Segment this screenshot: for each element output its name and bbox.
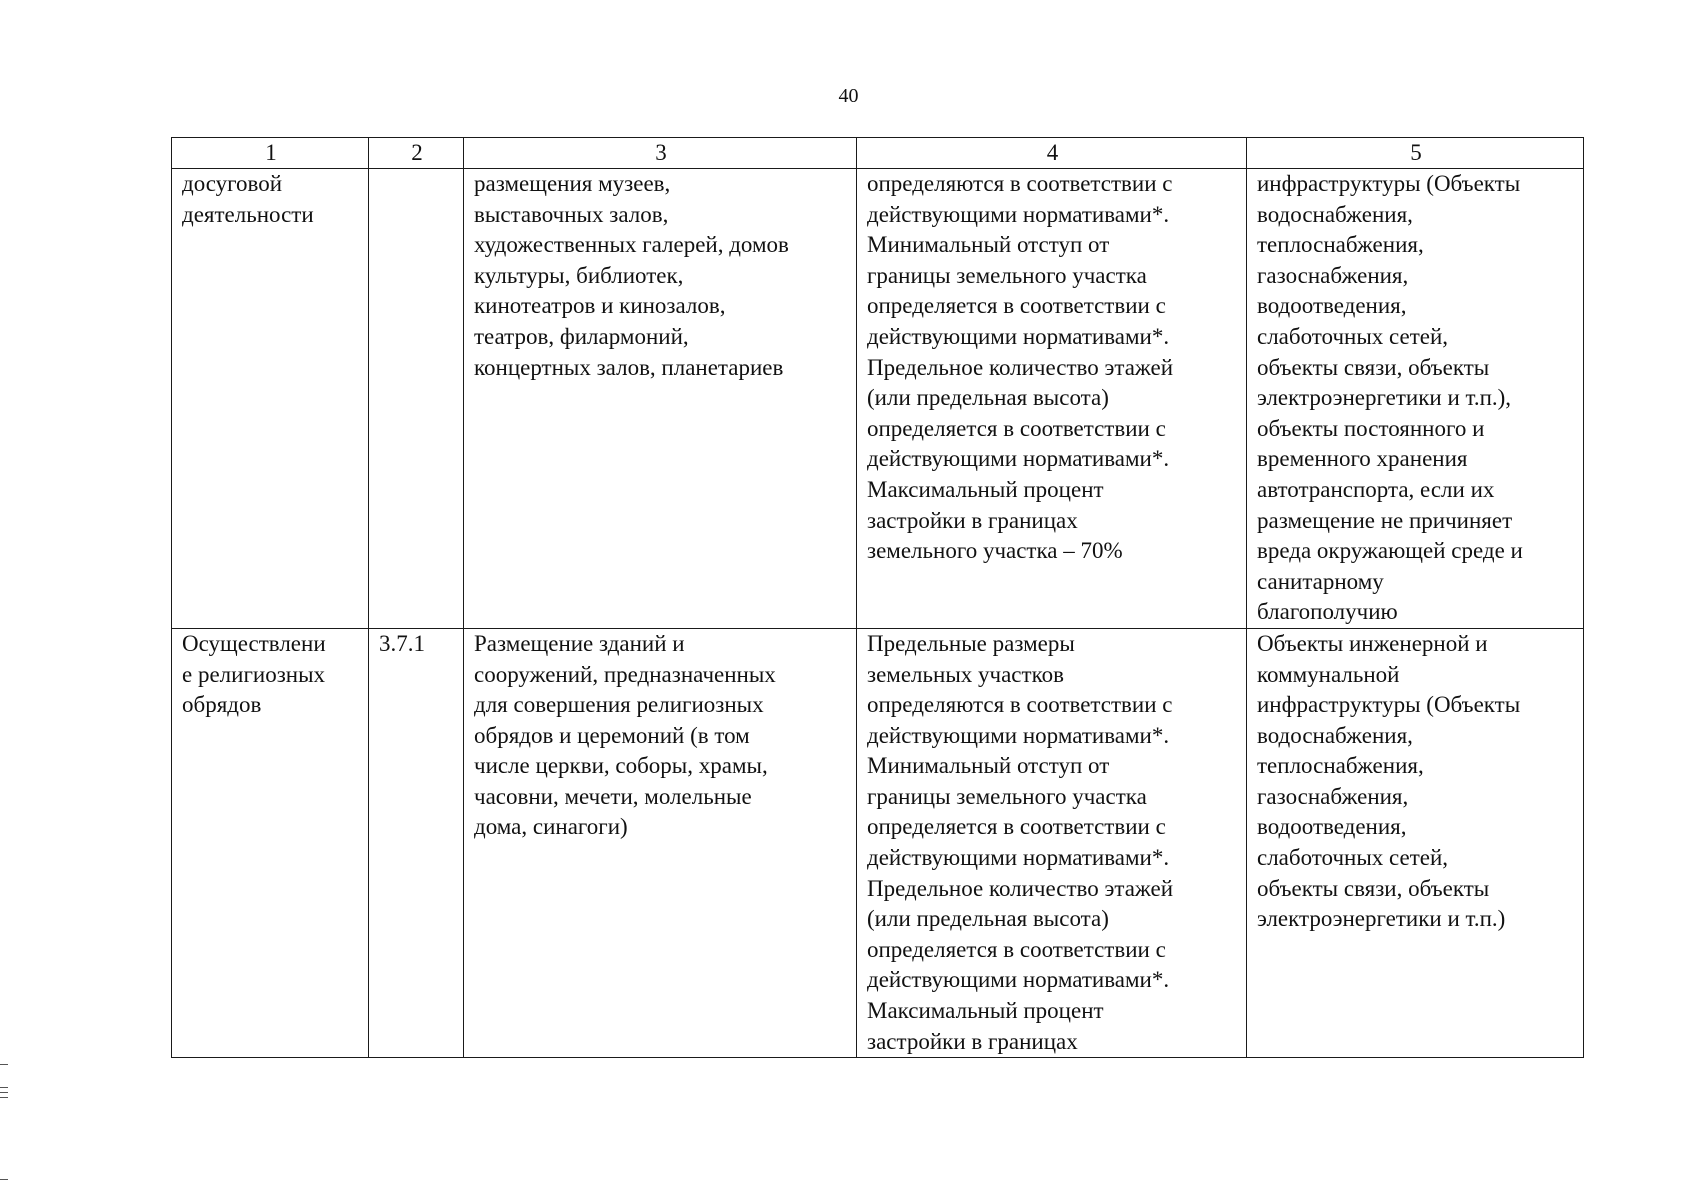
cell-text-line: обрядов <box>182 692 262 718</box>
scan-margin-mark <box>0 1064 8 1065</box>
cell-text-line: кинотеатров и кинозалов, <box>474 293 726 319</box>
cell-text-line: земельных участков <box>867 661 1064 687</box>
cell-text-line: концертных залов, планетариев <box>474 354 784 380</box>
cell-text-line: водоотведения, <box>1257 814 1407 840</box>
cell-text-line: Максимальный процент <box>867 476 1104 502</box>
cell-text-line: инфраструктуры (Объекты <box>1257 692 1521 718</box>
cell-text-line: определяются в соответствии с <box>867 692 1173 718</box>
header-cell-5: 5 <box>1247 138 1584 169</box>
table-row <box>172 169 1584 629</box>
cell-text-line: определяется в соответствии с <box>867 936 1166 962</box>
cell-text-line: застройки в границах <box>867 507 1078 533</box>
cell-text-line: размещение не причиняет <box>1257 507 1513 533</box>
cell-text-line: деятельности <box>182 201 314 227</box>
use-code-cell: 3.7.1 <box>369 628 464 1057</box>
cell-text-line: слаботочных сетей, <box>1257 845 1449 871</box>
parameters-cell <box>857 169 1247 629</box>
cell-text-line: теплоснабжения, <box>1257 753 1424 779</box>
use-description-cell <box>464 628 857 1057</box>
use-description-cell <box>464 169 857 629</box>
cell-text-line: вреда окружающей среде и <box>1257 538 1523 564</box>
cell-text-line: для совершения религиозных <box>474 692 764 718</box>
land-use-table <box>171 137 1584 1058</box>
cell-text-line: культуры, библиотек, <box>474 262 684 288</box>
cell-text-line: размещения музеев, <box>474 171 671 196</box>
cell-text-line: электроэнергетики и т.п.) <box>1257 906 1506 932</box>
cell-text-line: часовни, мечети, молельные <box>474 783 752 809</box>
cell-text-line: действующими нормативами*. <box>867 323 1170 349</box>
cell-text-line: Минимальный отступ от <box>867 753 1110 779</box>
cell-text-line: объекты связи, объекты <box>1257 875 1490 901</box>
cell-text-line: определяются в соответствии с <box>867 171 1173 196</box>
scan-margin-mark <box>0 1179 8 1180</box>
use-type-cell <box>172 169 369 629</box>
cell-text-line: дома, синагоги) <box>474 814 628 840</box>
cell-text-line: благополучию <box>1257 599 1398 625</box>
auxiliary-objects-cell <box>1247 169 1584 629</box>
scan-margin-mark <box>0 1087 8 1088</box>
cell-text-line: обрядов и церемоний (в том <box>474 722 750 748</box>
cell-text-line: слаботочных сетей, <box>1257 323 1449 349</box>
cell-text-line: действующими нормативами*. <box>867 201 1170 227</box>
cell-text-line: инфраструктуры (Объекты <box>1257 171 1521 196</box>
cell-text-line: (или предельная высота) <box>867 385 1109 411</box>
header-cell-2: 2 <box>369 138 464 169</box>
cell-text-line: действующими нормативами*. <box>867 722 1170 748</box>
use-type-cell <box>172 628 369 1057</box>
header-cell-1: 1 <box>172 138 369 169</box>
cell-text-line: водоснабжения, <box>1257 722 1413 748</box>
cell-text-line: Предельные размеры <box>867 630 1075 656</box>
cell-text-line: (или предельная высота) <box>867 906 1109 932</box>
cell-text-line: числе церкви, соборы, храмы, <box>474 753 768 779</box>
cell-text-line: театров, филармоний, <box>474 323 689 349</box>
cell-text-line: е религиозных <box>182 661 326 687</box>
cell-text-line: электроэнергетики и т.п.), <box>1257 385 1512 411</box>
table-header-row <box>172 138 1584 169</box>
table-row <box>172 628 1584 1057</box>
cell-text-line: действующими нормативами*. <box>867 967 1170 993</box>
header-cell-4: 4 <box>857 138 1247 169</box>
cell-text-line: художественных галерей, домов <box>474 232 789 258</box>
cell-text-line: досуговой <box>182 171 283 196</box>
cell-text-line: Максимальный процент <box>867 998 1104 1024</box>
cell-text-line: границы земельного участка <box>867 262 1147 288</box>
cell-text-line: действующими нормативами*. <box>867 845 1170 871</box>
cell-text-line: Предельное количество этажей <box>867 354 1174 380</box>
auxiliary-objects-cell <box>1247 628 1584 1057</box>
cell-text-line: сооружений, предназначенных <box>474 661 776 687</box>
cell-text-line: объекты постоянного и <box>1257 415 1485 441</box>
use-code-cell <box>369 169 464 629</box>
cell-text-line: действующими нормативами*. <box>867 446 1170 472</box>
cell-text-line: застройки в границах <box>867 1028 1078 1054</box>
page-number: 40 <box>838 85 859 107</box>
cell-text-line: определяется в соответствии с <box>867 814 1166 840</box>
cell-text-line: санитарному <box>1257 568 1384 594</box>
cell-text-line: коммунальной <box>1257 661 1400 687</box>
cell-text-line: выставочных залов, <box>474 201 669 227</box>
scan-margin-mark <box>0 1092 8 1093</box>
cell-text-line: автотранспорта, если их <box>1257 476 1495 502</box>
cell-text-line: определяется в соответствии с <box>867 293 1166 319</box>
cell-text-line: Предельное количество этажей <box>867 875 1174 901</box>
cell-text-line: теплоснабжения, <box>1257 232 1424 258</box>
cell-text-line: определяется в соответствии с <box>867 415 1166 441</box>
cell-text-line: водоснабжения, <box>1257 201 1413 227</box>
cell-text-line: Размещение зданий и <box>474 630 685 656</box>
cell-text-line: газоснабжения, <box>1257 262 1409 288</box>
cell-text-line: Минимальный отступ от <box>867 232 1110 258</box>
cell-text-line: границы земельного участка <box>867 783 1147 809</box>
cell-text-line: водоотведения, <box>1257 293 1407 319</box>
header-cell-3: 3 <box>464 138 857 169</box>
cell-text-line: Осуществлени <box>182 630 326 656</box>
cell-text-line: временного хранения <box>1257 446 1468 472</box>
cell-text-line: Объекты инженерной и <box>1257 630 1488 656</box>
parameters-cell <box>857 628 1247 1057</box>
scan-margin-mark <box>0 1097 8 1098</box>
cell-text-line: земельного участка – 70% <box>867 538 1123 564</box>
cell-text-line: объекты связи, объекты <box>1257 354 1490 380</box>
cell-text-line: газоснабжения, <box>1257 783 1409 809</box>
